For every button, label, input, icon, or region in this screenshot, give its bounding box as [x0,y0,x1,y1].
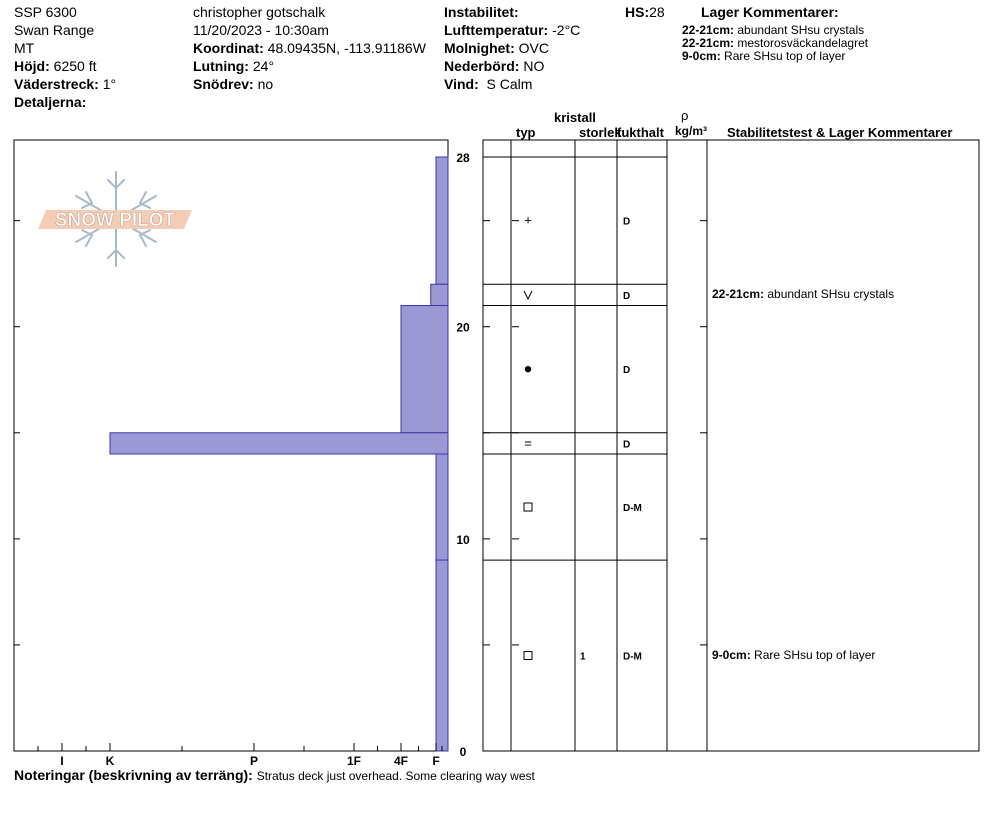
instability-field: Instabilitet: [444,4,519,20]
hardness-tick-label: F [432,754,440,768]
hardness-tick-label: K [105,754,115,768]
hardness-bars [110,157,448,751]
notes-field: Noteringar (beskrivning av terräng): Stratus deck just overhead. Some clearing way west [14,767,535,783]
depth-tick-label: 28 [456,151,470,165]
hardness-ticks [38,743,442,768]
kristall-header: kristall [554,110,596,125]
moisture-value: D-M [623,503,642,515]
elevation-field: Höjd: 6250 ft [14,58,97,74]
range-name: Swan Range [14,22,95,38]
grain-facet-symbol [524,652,532,660]
stability-comment-text: Rare SHsu top of layer [750,647,876,662]
state-name: MT [14,40,35,56]
site-name: SSP 6300 [14,4,77,20]
rho-header: ρ [681,108,689,123]
details-label: Detaljerna: [14,94,87,110]
wind-field: Vind: S Calm [444,76,533,92]
stability-comment [712,649,875,662]
fukthalt-header: fukthalt [617,125,664,140]
hardness-bar [436,157,448,284]
slope-field: Lutning: 24° [193,58,275,74]
storlek-header: storlek [579,125,622,140]
layer-comments-title: Lager Kommentarer: [701,4,839,20]
hardness-bar [110,433,448,454]
moisture-value: D [623,439,631,451]
depth-tick-label: 10 [456,532,470,547]
grain-symbol: + [524,212,532,228]
layer-comment: 22-21cm: mestorosväckandelagret [682,36,869,50]
depth-tick-label: 20 [456,320,470,335]
snowpilot-logo [38,172,192,266]
moisture-value: D-M [623,651,642,663]
grain-facet-symbol [524,503,532,511]
moisture-value: D [623,290,631,302]
moisture-value: D [623,365,631,377]
precip-field: Nederbörd: NO [444,58,545,74]
moisture-value: D [623,216,631,228]
sky-field: Molnighet: OVC [444,40,549,56]
hardness-tick-label: P [249,754,259,768]
grain-symbol: = [524,435,532,451]
typ-header: typ [516,125,536,140]
hardness-tick-label: 1F [346,754,362,768]
observation-datetime: 11/20/2023 - 10:30am [193,22,329,38]
hs-field: HS:28 [625,4,665,20]
air-temp-field: Lufttemperatur: -2°C [444,22,581,38]
stability-comment [712,288,894,301]
observer-name: christopher gotschalk [193,4,326,20]
hardness-tick-label: 4F [393,754,409,768]
hardness-bar [436,454,448,560]
layer-comment: 22-21cm: abundant SHsu crystals [682,23,865,37]
logo-text: SNOW PILOT [54,210,176,231]
hardness-bar [401,306,448,433]
stability-comment-depth: 9-0cm: [712,647,751,662]
hardness-bar [436,560,448,751]
depth-axis [14,151,707,759]
stability-comment-text: abundant SHsu crystals [764,286,895,301]
hardness-bar [431,284,448,305]
blowing-snow-field: Snödrev: no [193,76,274,92]
stability-comment-depth: 22-21cm: [712,286,765,301]
aspect-field: Väderstreck: 1° [14,76,117,92]
coordinates-field: Koordinat: 48.09435N, -113.91186W [193,40,426,56]
grain-size: 1 [580,651,586,663]
layer-comment: 9-0cm: Rare SHsu top of layer [682,49,846,63]
density-unit-header: kg/m³ [675,124,708,138]
stability-header: Stabilitetstest & Lager Kommentarer [727,125,953,140]
hardness-tick-label: I [60,754,64,768]
grain-surface-hoar-symbol [524,291,532,299]
grain-round-symbol [525,366,531,372]
depth-tick-label: 0 [459,745,467,759]
